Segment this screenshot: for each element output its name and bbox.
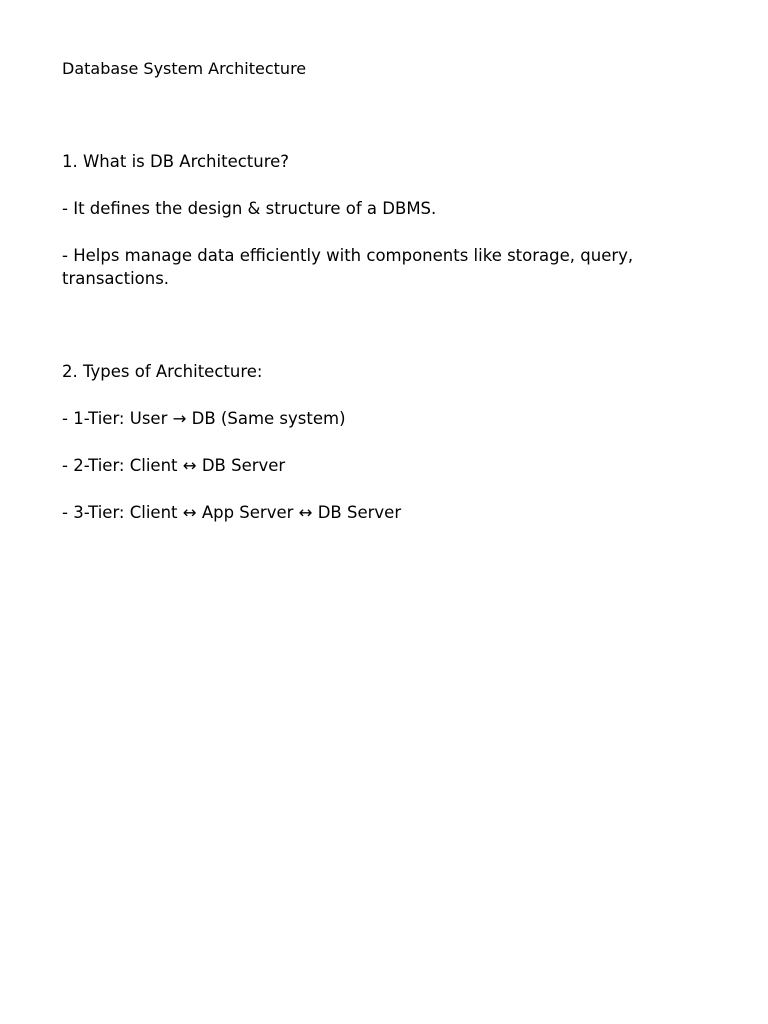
- document-title: Database System Architecture: [62, 59, 307, 78]
- bullet-point: - It defines the design & structure of a DBMS.: [62, 199, 437, 218]
- section-heading-types: 2. Types of Architecture:: [62, 362, 263, 381]
- bullet-point: - 3-Tier: Client ↔ App Server ↔ DB Server: [62, 503, 402, 522]
- bullet-point: - 2-Tier: Client ↔ DB Server: [62, 456, 286, 475]
- bullet-point: - 1-Tier: User → DB (Same system): [62, 409, 346, 428]
- section-heading-what-is: 1. What is DB Architecture?: [62, 152, 290, 171]
- bullet-point: - Helps manage data efficiently with components like storage, query, transactions.: [62, 246, 634, 288]
